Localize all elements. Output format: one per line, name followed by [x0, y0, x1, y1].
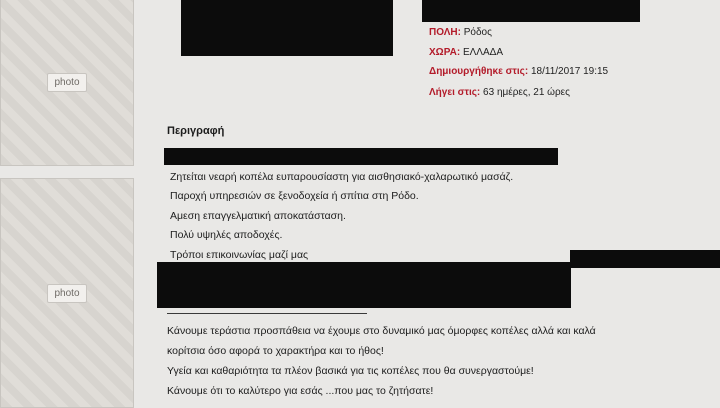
meta-label: Λήγει στις:	[429, 87, 481, 98]
footer-line: κορίτσια όσο αφορά το χαρακτήρα και το ήθος!	[167, 345, 384, 357]
redaction-bar	[164, 148, 558, 165]
footer-line: Κάνουμε τεράστια προσπάθεια να έχουμε στο δυναμικό μας όμορφες κοπέλες αλλά και καλά	[167, 325, 596, 337]
meta-expires	[429, 86, 570, 99]
redaction-bar	[422, 0, 640, 22]
redaction-bar	[157, 262, 571, 308]
meta-label: ΧΩΡΑ:	[429, 47, 461, 58]
meta-value: ΕΛΛΑΔΑ	[462, 47, 504, 58]
footer-line: Υγεία και καθαριότητα τα πλέον βασικά για τις κοπέλες που θα συνεργαστούμε!	[167, 365, 534, 377]
description-line: Παροχή υπηρεσιών σε ξενοδοχεία ή σπίτια στη Ρόδο.	[170, 190, 419, 202]
description-line: Αμεση επαγγελματική αποκατάσταση.	[170, 210, 346, 222]
listing-photo-placeholder	[0, 0, 134, 166]
meta-value: 18/11/2017 19:15	[531, 66, 609, 77]
divider	[167, 313, 367, 314]
meta-value: 63 ημέρες, 21 ώρες	[483, 87, 570, 98]
description-line: Τρόποι επικοινωνίας μαζί μας	[170, 249, 309, 261]
description-heading: Περιγραφή	[167, 125, 225, 137]
meta-created	[429, 65, 608, 78]
description-line: Πολύ υψηλές αποδοχές.	[170, 229, 283, 241]
listing-photo-placeholder	[0, 178, 134, 408]
meta-label: Δημιουργήθηκε στις:	[429, 66, 529, 77]
meta-city	[429, 26, 492, 39]
redaction-bar	[181, 0, 393, 56]
redaction-bar	[570, 250, 720, 268]
description-line: Ζητείται νεαρή κοπέλα ευπαρουσίαστη για αισθησιακό-χαλαρωτικό μασάζ.	[170, 171, 514, 183]
meta-label: ΠΟΛΗ:	[429, 27, 461, 38]
meta-country	[429, 46, 503, 59]
meta-value: Ρόδος	[463, 27, 492, 38]
photo-column	[0, 0, 134, 405]
footer-line: Κάνουμε ότι το καλύτερο για εσάς ...που μας το ζητήσατε!	[167, 385, 434, 397]
photo-placeholder-label: photo	[47, 73, 86, 92]
photo-placeholder-label: photo	[47, 284, 86, 303]
